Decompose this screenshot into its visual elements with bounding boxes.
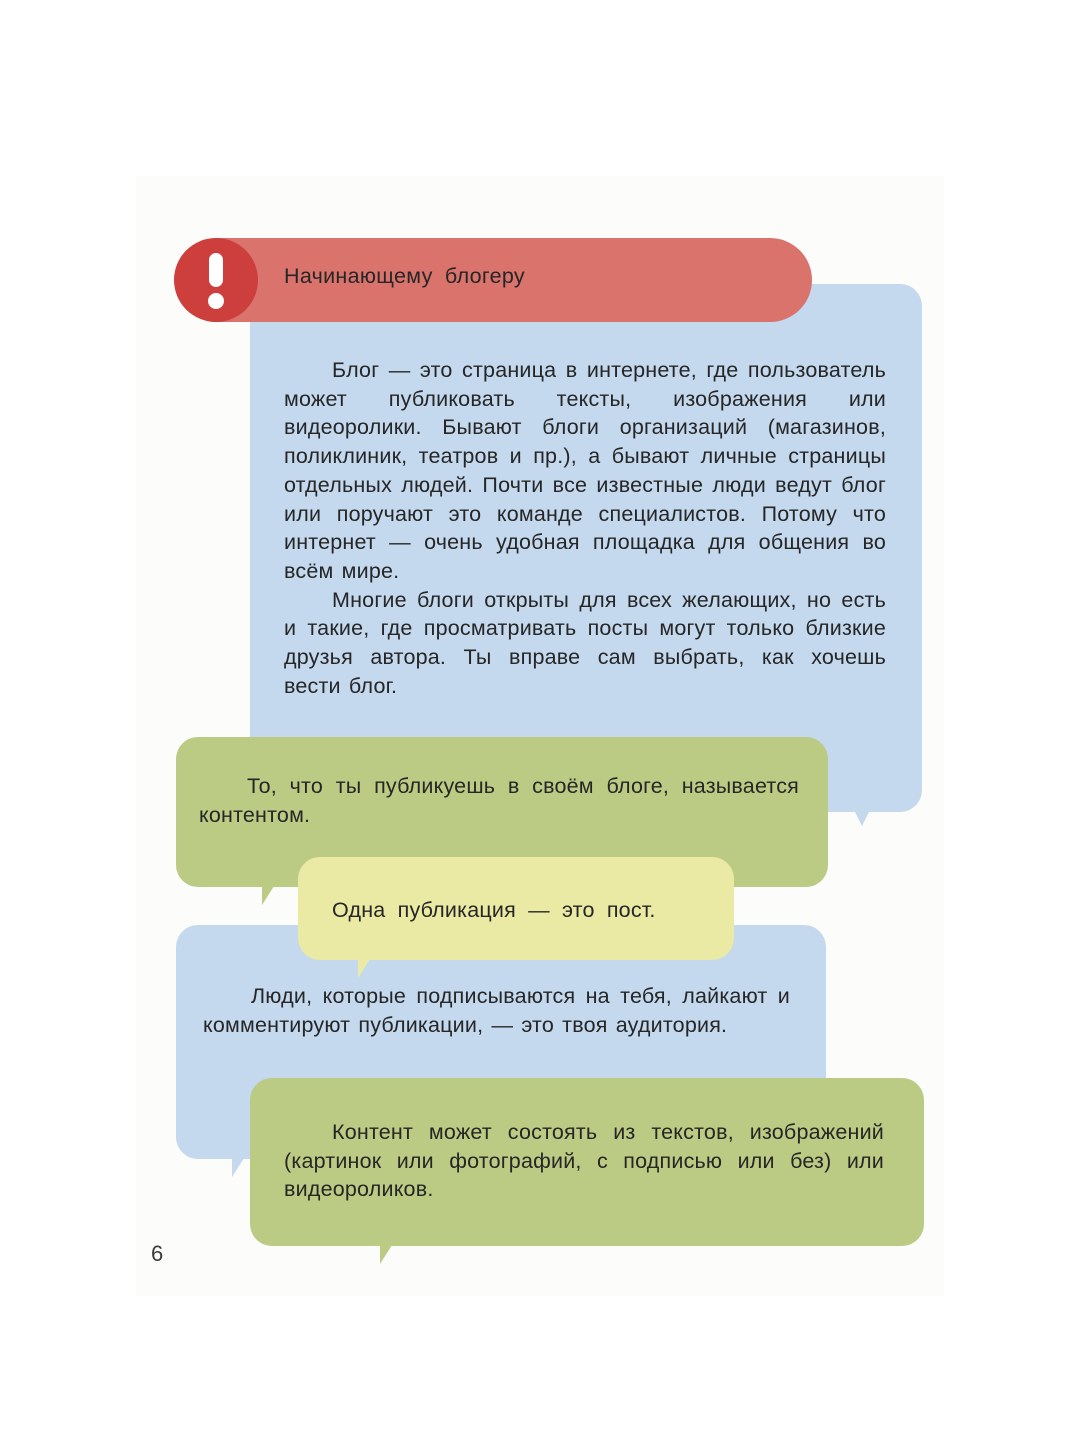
content-types-bubble-tail — [380, 1242, 394, 1264]
content-definition-paragraph: То, что ты публикуешь в своём блоге, называется контентом. — [199, 774, 799, 827]
blog-definition-text — [284, 356, 886, 700]
blog-definition-paragraph-1: Блог — это страница в интернете, где пользователь может публиковать тексты, изображения или видеоролики. Бывают блоги организаций (магазинов, поликлиник, театров и пр.), а бывают личные страницы отдельных людей. Почти все известные люди ведут блог или поручают это команде специалистов. Потому что интернет — очень удобная площадка для общения во всём мире. — [284, 358, 886, 583]
audience-bubble-tail — [232, 1155, 246, 1177]
post-definition-paragraph: Одна публикация — это пост. — [332, 898, 656, 922]
content-definition-text — [199, 772, 799, 829]
audience-definition-text — [203, 982, 790, 1039]
page-number: 6 — [151, 1241, 164, 1266]
content-types-paragraph: Контент может состоять из текстов, изображений (картинок или фотографий, с подписью или без) или видеороликов. — [284, 1120, 884, 1202]
header-title: Начинающему блогеру — [284, 264, 525, 288]
content-bubble-tail — [262, 883, 276, 905]
content-types-text — [284, 1118, 884, 1204]
blog-definition-paragraph-2: Многие блоги открыты для всех желающих, но есть и такие, где просматривать посты могут только близкие друзья автора. Ты вправе сам выбрать, как хочешь вести блог. — [284, 587, 886, 698]
blog-definition-bubble-tail — [852, 806, 872, 826]
exclamation-icon-bar — [209, 253, 223, 287]
post-definition-text — [332, 896, 712, 925]
post-bubble-tail — [358, 956, 372, 978]
audience-definition-paragraph: Люди, которые подписываются на тебя, лайкают и комментируют публикации, — это твоя аудитория. — [203, 984, 790, 1037]
exclamation-icon-dot — [208, 293, 224, 309]
